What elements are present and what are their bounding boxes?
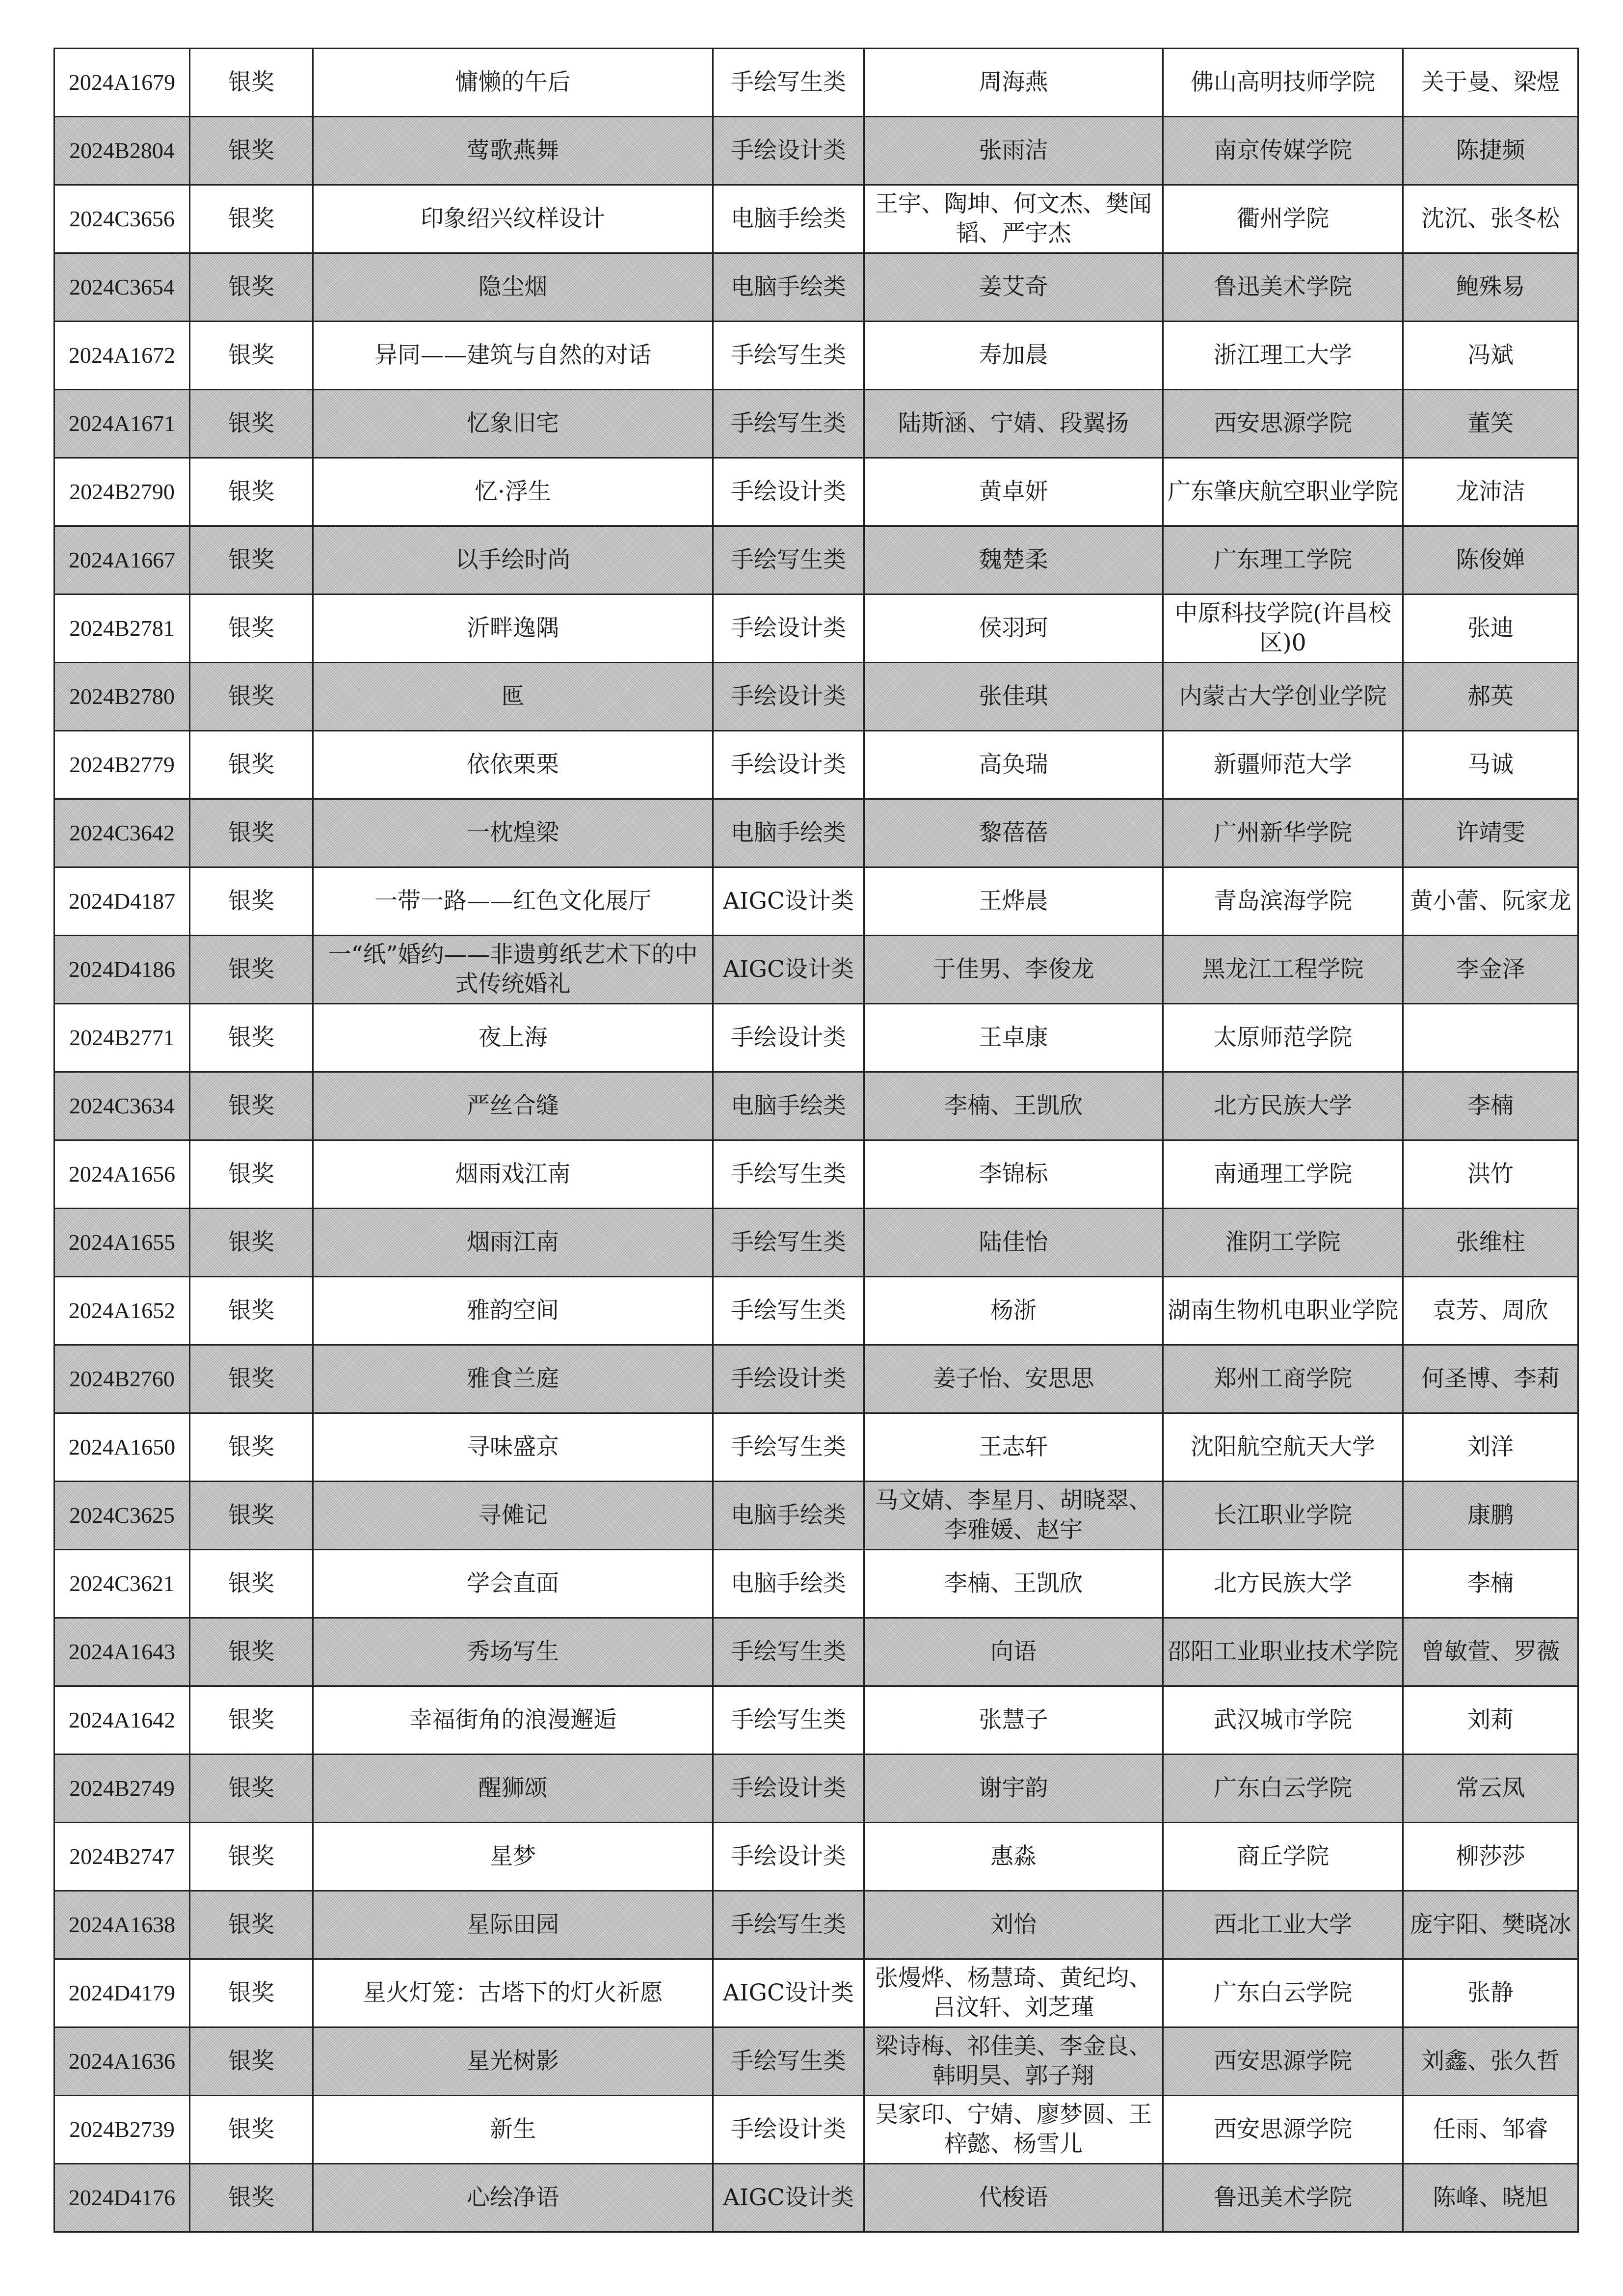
advisor-cell: 许靖雯 xyxy=(1403,799,1578,867)
category-cell: 手绘写生类 xyxy=(713,526,864,594)
award-level-cell: 银奖 xyxy=(190,1686,313,1755)
authors-cell: 杨浙 xyxy=(864,1277,1163,1345)
table-row xyxy=(54,322,1578,390)
advisor-cell: 沈沉、张冬松 xyxy=(1403,185,1578,253)
authors-cell: 李锦标 xyxy=(864,1140,1163,1209)
work-title-cell: 新生 xyxy=(313,2096,713,2164)
work-title-cell: 匜 xyxy=(313,663,713,731)
category-cell: 电脑手绘类 xyxy=(713,185,864,253)
award-level-cell: 银奖 xyxy=(190,117,313,185)
work-title-cell: 雅韵空间 xyxy=(313,1277,713,1345)
work-title-cell: 烟雨江南 xyxy=(313,1209,713,1277)
work-title-cell: 雅食兰庭 xyxy=(313,1345,713,1413)
table-row xyxy=(54,867,1578,936)
work-title-cell: 印象绍兴纹样设计 xyxy=(313,185,713,253)
category-cell: 手绘写生类 xyxy=(713,390,864,458)
award-level-cell: 银奖 xyxy=(190,867,313,936)
authors-cell: 王宇、陶坤、何文杰、樊闻韬、严宇杰 xyxy=(864,185,1163,253)
authors-cell: 魏楚柔 xyxy=(864,526,1163,594)
work-title-cell: 一“纸”婚约——非遗剪纸艺术下的中式传统婚礼 xyxy=(313,936,713,1004)
award-level-cell: 银奖 xyxy=(190,390,313,458)
entry-code-cell: 2024B2760 xyxy=(54,1345,190,1413)
category-cell: 手绘设计类 xyxy=(713,458,864,526)
category-cell: AIGC设计类 xyxy=(713,936,864,1004)
work-title-cell: 忆象旧宅 xyxy=(313,390,713,458)
work-title-cell: 寻味盛京 xyxy=(313,1413,713,1482)
school-cell: 南通理工学院 xyxy=(1163,1140,1403,1209)
entry-code-cell: 2024B2790 xyxy=(54,458,190,526)
award-level-cell: 银奖 xyxy=(190,1140,313,1209)
authors-cell: 姜艾奇 xyxy=(864,253,1163,322)
entry-code-cell: 2024B2781 xyxy=(54,594,190,663)
award-level-cell: 银奖 xyxy=(190,1482,313,1550)
work-title-cell: 以手绘时尚 xyxy=(313,526,713,594)
entry-code-cell: 2024A1638 xyxy=(54,1891,190,1959)
entry-code-cell: 2024A1643 xyxy=(54,1618,190,1686)
award-level-cell: 银奖 xyxy=(190,663,313,731)
advisor-cell: 刘莉 xyxy=(1403,1686,1578,1755)
school-cell: 长江职业学院 xyxy=(1163,1482,1403,1550)
category-cell: 手绘设计类 xyxy=(713,594,864,663)
school-cell: 鲁迅美术学院 xyxy=(1163,253,1403,322)
award-level-cell: 银奖 xyxy=(190,1959,313,2027)
work-title-cell: 一枕煌梁 xyxy=(313,799,713,867)
authors-cell: 黎蓓蓓 xyxy=(864,799,1163,867)
school-cell: 郑州工商学院 xyxy=(1163,1345,1403,1413)
category-cell: 手绘写生类 xyxy=(713,1413,864,1482)
advisor-cell: 张静 xyxy=(1403,1959,1578,2027)
work-title-cell: 醒狮颂 xyxy=(313,1755,713,1823)
school-cell: 黑龙江工程学院 xyxy=(1163,936,1403,1004)
category-cell: 手绘设计类 xyxy=(713,731,864,799)
work-title-cell: 星际田园 xyxy=(313,1891,713,1959)
entry-code-cell: 2024A1667 xyxy=(54,526,190,594)
category-cell: 电脑手绘类 xyxy=(713,799,864,867)
table-row xyxy=(54,185,1578,253)
work-title-cell: 学会直面 xyxy=(313,1550,713,1618)
authors-cell: 王卓康 xyxy=(864,1004,1163,1072)
category-cell: 电脑手绘类 xyxy=(713,1482,864,1550)
authors-cell: 侯羽珂 xyxy=(864,594,1163,663)
category-cell: 手绘写生类 xyxy=(713,2027,864,2096)
work-title-cell: 星火灯笼：古塔下的灯火祈愿 xyxy=(313,1959,713,2027)
award-level-cell: 银奖 xyxy=(190,526,313,594)
award-level-cell: 银奖 xyxy=(190,2164,313,2232)
award-level-cell: 银奖 xyxy=(190,322,313,390)
work-title-cell: 幸福街角的浪漫邂逅 xyxy=(313,1686,713,1755)
work-title-cell: 寻傩记 xyxy=(313,1482,713,1550)
school-cell: 衢州学院 xyxy=(1163,185,1403,253)
authors-cell: 张慧子 xyxy=(864,1686,1163,1755)
table-row xyxy=(54,936,1578,1004)
entry-code-cell: 2024B2804 xyxy=(54,117,190,185)
advisor-cell: 李金泽 xyxy=(1403,936,1578,1004)
category-cell: AIGC设计类 xyxy=(713,2164,864,2232)
advisor-cell: 陈捷频 xyxy=(1403,117,1578,185)
authors-cell: 谢宇韵 xyxy=(864,1755,1163,1823)
entry-code-cell: 2024A1652 xyxy=(54,1277,190,1345)
authors-cell: 李楠、王凯欣 xyxy=(864,1072,1163,1140)
work-title-cell: 一带一路——红色文化展厅 xyxy=(313,867,713,936)
award-level-cell: 银奖 xyxy=(190,1209,313,1277)
category-cell: AIGC设计类 xyxy=(713,867,864,936)
table-row xyxy=(54,2164,1578,2232)
advisor-cell: 何圣博、李莉 xyxy=(1403,1345,1578,1413)
authors-cell: 高奂瑞 xyxy=(864,731,1163,799)
work-title-cell: 慵懒的午后 xyxy=(313,49,713,117)
award-level-cell: 银奖 xyxy=(190,458,313,526)
authors-cell: 王烨晨 xyxy=(864,867,1163,936)
award-level-cell: 银奖 xyxy=(190,49,313,117)
school-cell: 西安思源学院 xyxy=(1163,2096,1403,2164)
table-row xyxy=(54,1482,1578,1550)
authors-cell: 代梭语 xyxy=(864,2164,1163,2232)
school-cell: 南京传媒学院 xyxy=(1163,117,1403,185)
category-cell: AIGC设计类 xyxy=(713,1959,864,2027)
school-cell: 武汉城市学院 xyxy=(1163,1686,1403,1755)
advisor-cell: 刘鑫、张久哲 xyxy=(1403,2027,1578,2096)
table-row xyxy=(54,663,1578,731)
table-row xyxy=(54,1277,1578,1345)
school-cell: 西北工业大学 xyxy=(1163,1891,1403,1959)
table-row xyxy=(54,1345,1578,1413)
entry-code-cell: 2024A1672 xyxy=(54,322,190,390)
authors-cell: 王志轩 xyxy=(864,1413,1163,1482)
table-row xyxy=(54,2096,1578,2164)
advisor-cell: 郝英 xyxy=(1403,663,1578,731)
authors-cell: 张熳烨、杨慧琦、黄纪均、吕汶轩、刘芝瑾 xyxy=(864,1959,1163,2027)
table-row xyxy=(54,526,1578,594)
advisor-cell: 陈俊婵 xyxy=(1403,526,1578,594)
school-cell: 湖南生物机电职业学院 xyxy=(1163,1277,1403,1345)
award-level-cell: 银奖 xyxy=(190,1072,313,1140)
category-cell: 手绘设计类 xyxy=(713,1004,864,1072)
authors-cell: 寿加晨 xyxy=(864,322,1163,390)
category-cell: 手绘设计类 xyxy=(713,117,864,185)
authors-cell: 梁诗梅、祁佳美、李金良、韩明昊、郭子翔 xyxy=(864,2027,1163,2096)
advisor-cell: 张迪 xyxy=(1403,594,1578,663)
table-row xyxy=(54,1891,1578,1959)
advisor-cell: 陈峰、晓旭 xyxy=(1403,2164,1578,2232)
entry-code-cell: 2024B2747 xyxy=(54,1823,190,1891)
school-cell: 商丘学院 xyxy=(1163,1823,1403,1891)
work-title-cell: 依依栗栗 xyxy=(313,731,713,799)
category-cell: 手绘设计类 xyxy=(713,2096,864,2164)
award-level-cell: 银奖 xyxy=(190,2096,313,2164)
entry-code-cell: 2024A1650 xyxy=(54,1413,190,1482)
entry-code-cell: 2024D4176 xyxy=(54,2164,190,2232)
work-title-cell: 星梦 xyxy=(313,1823,713,1891)
work-title-cell: 莺歌燕舞 xyxy=(313,117,713,185)
entry-code-cell: 2024A1642 xyxy=(54,1686,190,1755)
table-row xyxy=(54,458,1578,526)
work-title-cell: 异同——建筑与自然的对话 xyxy=(313,322,713,390)
work-title-cell: 烟雨戏江南 xyxy=(313,1140,713,1209)
entry-code-cell: 2024D4186 xyxy=(54,936,190,1004)
table-row xyxy=(54,1209,1578,1277)
authors-cell: 陆佳怡 xyxy=(864,1209,1163,1277)
award-level-cell: 银奖 xyxy=(190,253,313,322)
award-level-cell: 银奖 xyxy=(190,2027,313,2096)
authors-cell: 陆斯涵、宁婧、段翼扬 xyxy=(864,390,1163,458)
advisor-cell: 马诚 xyxy=(1403,731,1578,799)
entry-code-cell: 2024A1656 xyxy=(54,1140,190,1209)
table-row xyxy=(54,1413,1578,1482)
authors-cell: 姜子怡、安思思 xyxy=(864,1345,1163,1413)
school-cell: 内蒙古大学创业学院 xyxy=(1163,663,1403,731)
table-row xyxy=(54,1618,1578,1686)
authors-cell: 黄卓妍 xyxy=(864,458,1163,526)
entry-code-cell: 2024C3656 xyxy=(54,185,190,253)
advisor-cell: 庞宇阳、樊晓冰 xyxy=(1403,1891,1578,1959)
school-cell: 沈阳航空航天大学 xyxy=(1163,1413,1403,1482)
school-cell: 淮阴工学院 xyxy=(1163,1209,1403,1277)
award-level-cell: 银奖 xyxy=(190,1277,313,1345)
category-cell: 手绘写生类 xyxy=(713,1891,864,1959)
entry-code-cell: 2024B2739 xyxy=(54,2096,190,2164)
authors-cell: 周海燕 xyxy=(864,49,1163,117)
authors-cell: 张雨洁 xyxy=(864,117,1163,185)
entry-code-cell: 2024B2780 xyxy=(54,663,190,731)
entry-code-cell: 2024A1671 xyxy=(54,390,190,458)
entry-code-cell: 2024B2771 xyxy=(54,1004,190,1072)
award-level-cell: 银奖 xyxy=(190,1755,313,1823)
authors-cell: 李楠、王凯欣 xyxy=(864,1550,1163,1618)
table-row xyxy=(54,1072,1578,1140)
award-level-cell: 银奖 xyxy=(190,1823,313,1891)
category-cell: 手绘写生类 xyxy=(713,1686,864,1755)
award-level-cell: 银奖 xyxy=(190,1004,313,1072)
authors-cell: 于佳男、李俊龙 xyxy=(864,936,1163,1004)
school-cell: 广州新华学院 xyxy=(1163,799,1403,867)
category-cell: 手绘写生类 xyxy=(713,1140,864,1209)
table-row xyxy=(54,117,1578,185)
table-row xyxy=(54,1959,1578,2027)
school-cell: 广东白云学院 xyxy=(1163,1959,1403,2027)
authors-cell: 惠淼 xyxy=(864,1823,1163,1891)
school-cell: 鲁迅美术学院 xyxy=(1163,2164,1403,2232)
school-cell: 广东肇庆航空职业学院 xyxy=(1163,458,1403,526)
advisor-cell xyxy=(1403,1004,1578,1072)
entry-code-cell: 2024B2749 xyxy=(54,1755,190,1823)
work-title-cell: 严丝合缝 xyxy=(313,1072,713,1140)
award-table xyxy=(53,48,1579,2233)
authors-cell: 马文婧、李星月、胡晓翠、李雅媛、赵宇 xyxy=(864,1482,1163,1550)
table-row xyxy=(54,731,1578,799)
category-cell: 手绘写生类 xyxy=(713,1618,864,1686)
authors-cell: 刘怡 xyxy=(864,1891,1163,1959)
award-level-cell: 银奖 xyxy=(190,1618,313,1686)
award-level-cell: 银奖 xyxy=(190,594,313,663)
school-cell: 西安思源学院 xyxy=(1163,2027,1403,2096)
table-row xyxy=(54,49,1578,117)
authors-cell: 向语 xyxy=(864,1618,1163,1686)
table-row xyxy=(54,594,1578,663)
award-level-cell: 银奖 xyxy=(190,731,313,799)
advisor-cell: 康鹏 xyxy=(1403,1482,1578,1550)
entry-code-cell: 2024A1655 xyxy=(54,1209,190,1277)
award-level-cell: 银奖 xyxy=(190,1345,313,1413)
entry-code-cell: 2024B2779 xyxy=(54,731,190,799)
table-row xyxy=(54,1550,1578,1618)
school-cell: 中原科技学院(许昌校区)0 xyxy=(1163,594,1403,663)
authors-cell: 吴家印、宁婧、廖梦圆、王梓懿、杨雪儿 xyxy=(864,2096,1163,2164)
school-cell: 浙江理工大学 xyxy=(1163,322,1403,390)
award-level-cell: 银奖 xyxy=(190,1550,313,1618)
advisor-cell: 张维柱 xyxy=(1403,1209,1578,1277)
entry-code-cell: 2024C3654 xyxy=(54,253,190,322)
entry-code-cell: 2024C3625 xyxy=(54,1482,190,1550)
work-title-cell: 秀场写生 xyxy=(313,1618,713,1686)
school-cell: 邵阳工业职业技术学院 xyxy=(1163,1618,1403,1686)
advisor-cell: 鲍殊易 xyxy=(1403,253,1578,322)
category-cell: 手绘写生类 xyxy=(713,1277,864,1345)
award-level-cell: 银奖 xyxy=(190,185,313,253)
school-cell: 太原师范学院 xyxy=(1163,1004,1403,1072)
entry-code-cell: 2024D4179 xyxy=(54,1959,190,2027)
school-cell: 广东理工学院 xyxy=(1163,526,1403,594)
advisor-cell: 常云凤 xyxy=(1403,1755,1578,1823)
table-row xyxy=(54,390,1578,458)
advisor-cell: 李楠 xyxy=(1403,1072,1578,1140)
advisor-cell: 关于曼、梁煜 xyxy=(1403,49,1578,117)
advisor-cell: 洪竹 xyxy=(1403,1140,1578,1209)
category-cell: 手绘写生类 xyxy=(713,49,864,117)
work-title-cell: 心绘净语 xyxy=(313,2164,713,2232)
table-row xyxy=(54,253,1578,322)
table-row xyxy=(54,1823,1578,1891)
authors-cell: 张佳琪 xyxy=(864,663,1163,731)
advisor-cell: 任雨、邹睿 xyxy=(1403,2096,1578,2164)
school-cell: 北方民族大学 xyxy=(1163,1072,1403,1140)
entry-code-cell: 2024C3642 xyxy=(54,799,190,867)
entry-code-cell: 2024A1636 xyxy=(54,2027,190,2096)
category-cell: 手绘设计类 xyxy=(713,1755,864,1823)
advisor-cell: 李楠 xyxy=(1403,1550,1578,1618)
table-row xyxy=(54,1755,1578,1823)
school-cell: 西安思源学院 xyxy=(1163,390,1403,458)
school-cell: 青岛滨海学院 xyxy=(1163,867,1403,936)
work-title-cell: 沂畔逸隅 xyxy=(313,594,713,663)
school-cell: 佛山高明技师学院 xyxy=(1163,49,1403,117)
advisor-cell: 龙沛洁 xyxy=(1403,458,1578,526)
school-cell: 北方民族大学 xyxy=(1163,1550,1403,1618)
table-row xyxy=(54,1140,1578,1209)
table-row xyxy=(54,1004,1578,1072)
award-level-cell: 银奖 xyxy=(190,799,313,867)
category-cell: 电脑手绘类 xyxy=(713,1072,864,1140)
table-row xyxy=(54,2027,1578,2096)
table-body xyxy=(54,49,1578,2232)
category-cell: 手绘写生类 xyxy=(713,322,864,390)
category-cell: 手绘设计类 xyxy=(713,663,864,731)
school-cell: 新疆师范大学 xyxy=(1163,731,1403,799)
work-title-cell: 星光树影 xyxy=(313,2027,713,2096)
table-row xyxy=(54,799,1578,867)
advisor-cell: 柳莎莎 xyxy=(1403,1823,1578,1891)
category-cell: 电脑手绘类 xyxy=(713,1550,864,1618)
entry-code-cell: 2024C3634 xyxy=(54,1072,190,1140)
advisor-cell: 董笑 xyxy=(1403,390,1578,458)
award-level-cell: 银奖 xyxy=(190,936,313,1004)
work-title-cell: 隐尘烟 xyxy=(313,253,713,322)
school-cell: 广东白云学院 xyxy=(1163,1755,1403,1823)
advisor-cell: 冯斌 xyxy=(1403,322,1578,390)
advisor-cell: 袁芳、周欣 xyxy=(1403,1277,1578,1345)
table-row xyxy=(54,1686,1578,1755)
advisor-cell: 刘洋 xyxy=(1403,1413,1578,1482)
work-title-cell: 夜上海 xyxy=(313,1004,713,1072)
award-level-cell: 银奖 xyxy=(190,1891,313,1959)
category-cell: 电脑手绘类 xyxy=(713,253,864,322)
award-level-cell: 银奖 xyxy=(190,1413,313,1482)
entry-code-cell: 2024A1679 xyxy=(54,49,190,117)
entry-code-cell: 2024D4187 xyxy=(54,867,190,936)
advisor-cell: 黄小蕾、阮家龙 xyxy=(1403,867,1578,936)
category-cell: 手绘设计类 xyxy=(713,1823,864,1891)
entry-code-cell: 2024C3621 xyxy=(54,1550,190,1618)
advisor-cell: 曾敏萱、罗薇 xyxy=(1403,1618,1578,1686)
category-cell: 手绘写生类 xyxy=(713,1209,864,1277)
work-title-cell: 忆·浮生 xyxy=(313,458,713,526)
category-cell: 手绘设计类 xyxy=(713,1345,864,1413)
